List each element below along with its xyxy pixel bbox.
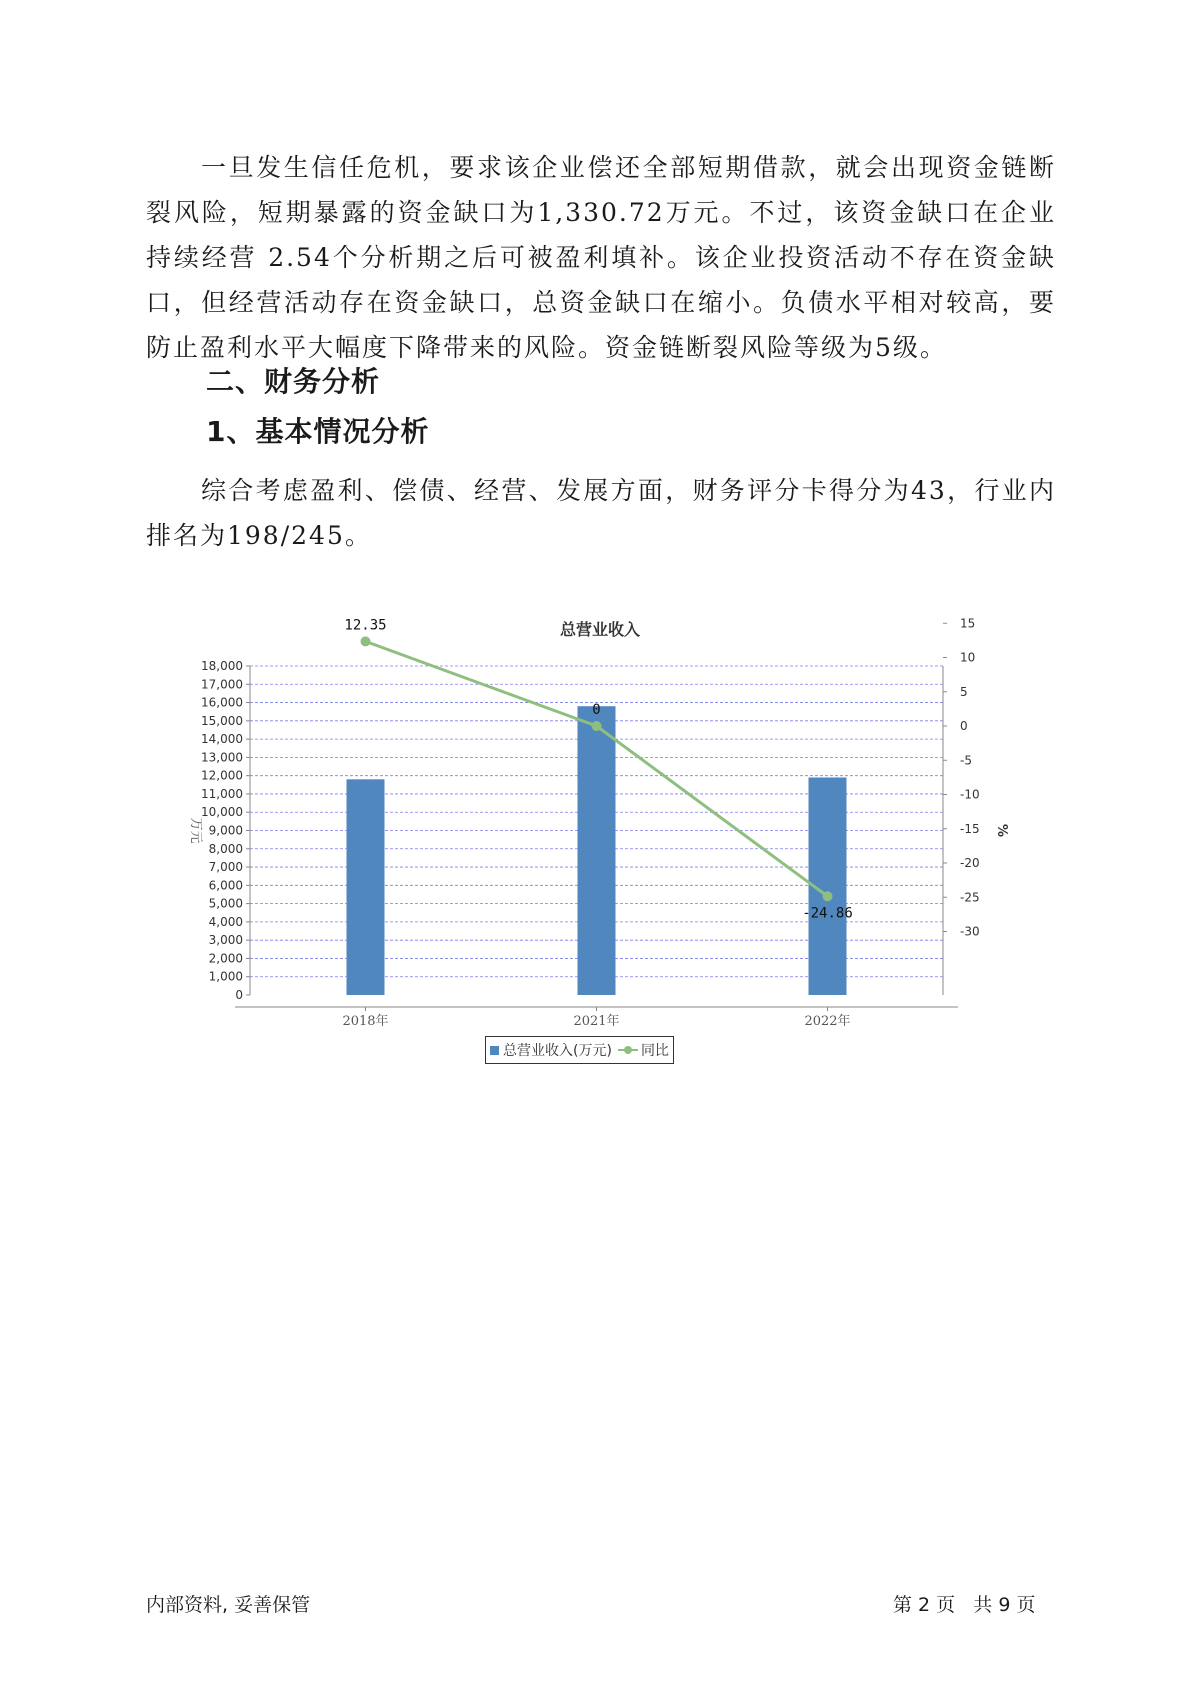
yoy-data-label: -24.86	[802, 905, 853, 922]
x-tick-label: 2022年	[804, 1014, 851, 1029]
y-right-tick-label: -5	[960, 753, 972, 768]
y-tick-label: 13,000	[201, 750, 243, 765]
y-tick-label: 1,000	[208, 969, 243, 984]
y-right-tick-label: 5	[960, 684, 968, 699]
yoy-data-label: 0	[592, 702, 601, 718]
y-axis-label-left: 万元	[188, 817, 203, 844]
legend-line-swatch	[618, 1045, 638, 1055]
revenue-bar	[578, 706, 616, 995]
revenue-chart-svg	[170, 615, 1030, 1035]
paragraph-funding-risk: 一旦发生信任危机，要求该企业偿还全部短期借款，就会出现资金链断裂风险，短期暴露的资金缺口为1,330.72万元。不过，该资金缺口在企业持续经营 2.54个分析期之后可被盈利填补。该企业投资活动不存在资金缺口，但经营活动存在资金缺口，总资金缺口在缩小。负债水平相对较高，要防止盈利水平大幅度下降带来的风险。资金链断裂风险等级为5级。	[146, 153, 1056, 362]
y-tick-label: 4,000	[208, 914, 243, 929]
y-tick-label: 7,000	[208, 860, 243, 875]
y-tick-label: 11,000	[201, 786, 243, 801]
y-tick-label: 9,000	[208, 823, 243, 838]
y-tick-label: 17,000	[201, 677, 243, 692]
y-tick-label: 16,000	[201, 695, 243, 710]
yoy-point	[823, 891, 833, 901]
y-tick-label: 6,000	[208, 878, 243, 893]
yoy-point	[361, 636, 371, 646]
yoy-data-label: 12.35	[344, 617, 387, 634]
legend-bar-label: 总营业收入(万元)	[503, 1043, 612, 1059]
y-right-tick-label: -30	[960, 924, 980, 939]
legend-line-label: 同比	[640, 1043, 669, 1059]
plot-area	[201, 616, 980, 1029]
y-tick-label: 3,000	[208, 933, 243, 948]
x-tick-label: 2021年	[573, 1014, 620, 1029]
y-tick-label: 14,000	[201, 732, 243, 747]
y-right-tick-label: -25	[960, 890, 980, 905]
yoy-point	[592, 721, 602, 731]
y-tick-label: 2,000	[208, 951, 243, 966]
y-right-tick-label: -15	[960, 821, 980, 836]
y-right-tick-label: -10	[960, 787, 980, 802]
footer-page-number: 第 2 页 共 9 页	[893, 1594, 1036, 1616]
revenue-chart	[170, 615, 1030, 1070]
section-heading: 二、财务分析	[206, 365, 381, 398]
y-tick-label: 8,000	[208, 841, 243, 856]
subsection-heading: 1、基本情况分析	[206, 415, 430, 448]
footer-confidential: 内部资料, 妥善保管	[146, 1594, 311, 1616]
y-right-tick-label: 10	[960, 650, 976, 665]
chart-title: 总营业收入	[559, 620, 641, 639]
paragraph-score: 综合考虑盈利、偿债、经营、发展方面，财务评分卡得分为43，行业内排名为198/245。	[146, 476, 1056, 550]
y-tick-label: 18,000	[201, 659, 243, 673]
legend-bar-swatch	[490, 1046, 499, 1055]
y-right-tick-label: 15	[960, 616, 976, 631]
y-tick-label: 12,000	[201, 768, 243, 783]
y-right-tick-label: 0	[960, 719, 968, 733]
y-tick-label: 0	[235, 988, 243, 1002]
y-tick-label: 10,000	[201, 805, 243, 820]
revenue-bar	[347, 779, 385, 995]
y-axis-label-right: %	[994, 823, 1009, 838]
y-tick-label: 15,000	[201, 713, 243, 728]
x-tick-label: 2018年	[342, 1014, 389, 1029]
y-tick-label: 5,000	[208, 896, 243, 911]
y-right-tick-label: -20	[960, 856, 980, 870]
chart-legend	[485, 1036, 674, 1064]
